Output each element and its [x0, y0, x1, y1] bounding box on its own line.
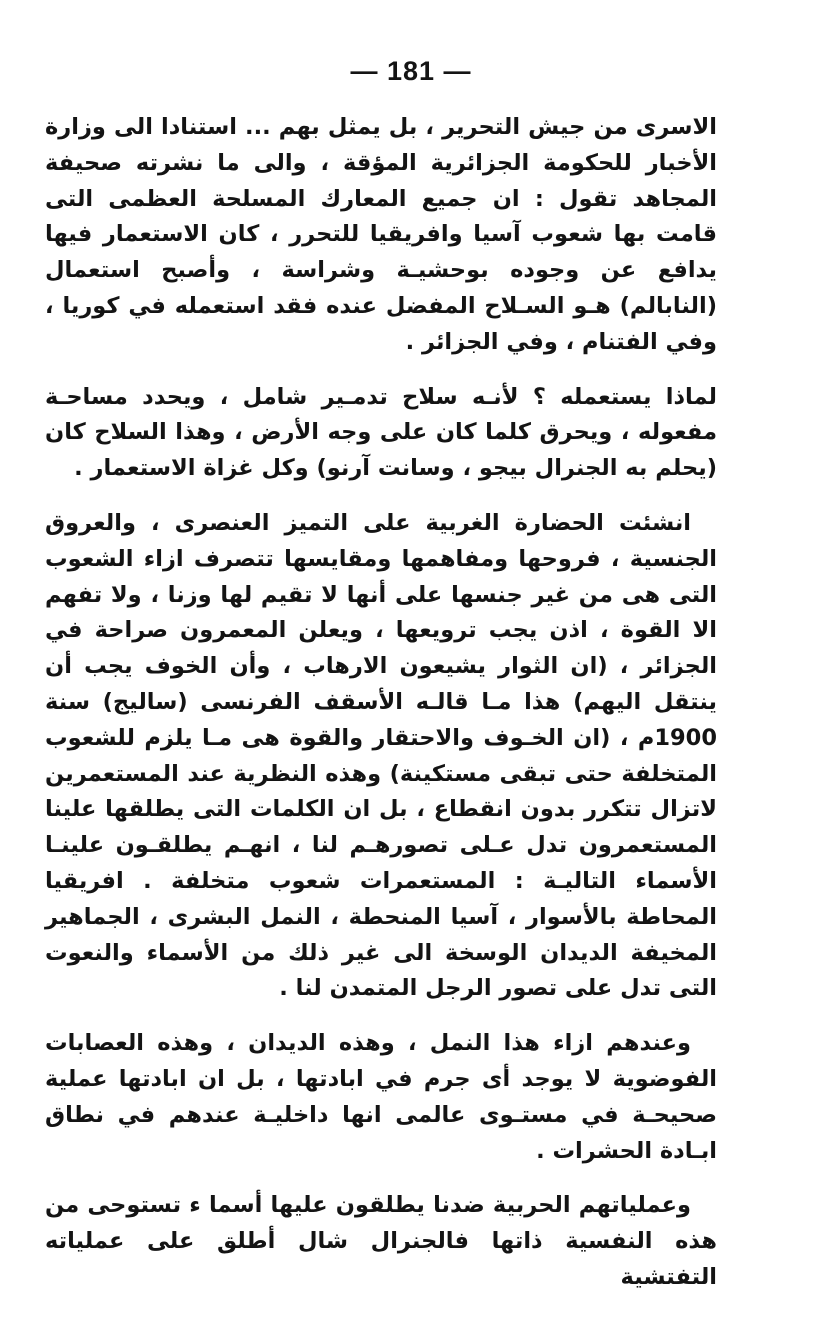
paragraph: انشئت الحضارة الغربية على التميز العنصرى ، والعروق الجنسية ، فروحها ومفاهمها ومقايسها تتصرف ازاء الشعوب التى هى من غير جنسها على أنها لا تقيم لها وزنا ، ولا تفهم الا القوة ، اذن يجب ترويعها ، ويعلن المعمرون صراحة في الجزائر ، (ان الثوار يشيعون الارهاب ، وأن الخوف يجب أن ينتقل اليهم) هذا مـا قالـه الأسقف الفرنسى (ساليج) سنة 1900م ، (ان الخـوف والاحتقار والقوة هى مـا يلزم للشعوب المتخلفة حتى تبقى مستكينة) وهذه النظرية عند المستعمرين لاتزال تتكرر بدون انقطاع ، بل ان الكلمات التى يطلقها علينا المستعمرون تدل عـلى تصورهـم لنا ، انهـم يطلقـون علينـا الأسماء التاليـة : المستعمرات شعوب متخلفة . افريقيا المحاطة بالأسوار ، آسيا المنحطة ، النمل البشرى ، الجماهير المخيفة الديدان الوسخة الى غير ذلك من الأسماء والنعوت التى تدل على تصور الرجل المتمدن لنا .	[45, 509, 717, 1002]
paragraph: وعندهم ازاء هذا النمل ، وهذه الديدان ، وهذه العصابات الفوضوية لا يوجد أى جرم في ابادتها ، بل ان ابادتها عملية صحيحـة في مستـوى عالمى انها داخليـة عندهم في نطاق ابـادة الحشرات .	[45, 1030, 717, 1164]
page-body	[45, 110, 717, 1315]
paragraph: الاسرى من جيش التحرير ، بل يمثل بهم ... استنادا الى وزارة الأخبار للحكومة الجزائرية المؤقة ، والى ما نشرته صحيفة المجاهد تقول : ان جميع المعارك المسلحة العظمى التى قامت بها شعوب آسيا وافريقيا للتحرر ، كان الاستعمار فيها يدافع عن وجوده بوحشيـة وشراسة ، وأصبح استعمال (النابالم) هـو السـلاح المفضل عنده فقد استعمله في كوريا ، وفي الفتنام ، وفي الجزائر .	[45, 114, 717, 355]
page-number: — 181 —	[350, 56, 472, 86]
paragraph: وعملياتهم الحربية ضدنا يطلقون عليها أسما ء تستوحى من هذه النفسية ذاتها فالجنرال شال أطلق على عملياته التفتشية	[45, 1192, 717, 1290]
paragraph: لماذا يستعمله ؟ لأنـه سلاح تدمـير شامل ، ويحدد مساحـة مفعوله ، ويحرق كلما كان على وجه الأرض ، وهذا السلاح كان (يحلم به الجنرال بيجو ، وسانت آرنو) وكل غزاة الاستعمار .	[45, 383, 717, 482]
